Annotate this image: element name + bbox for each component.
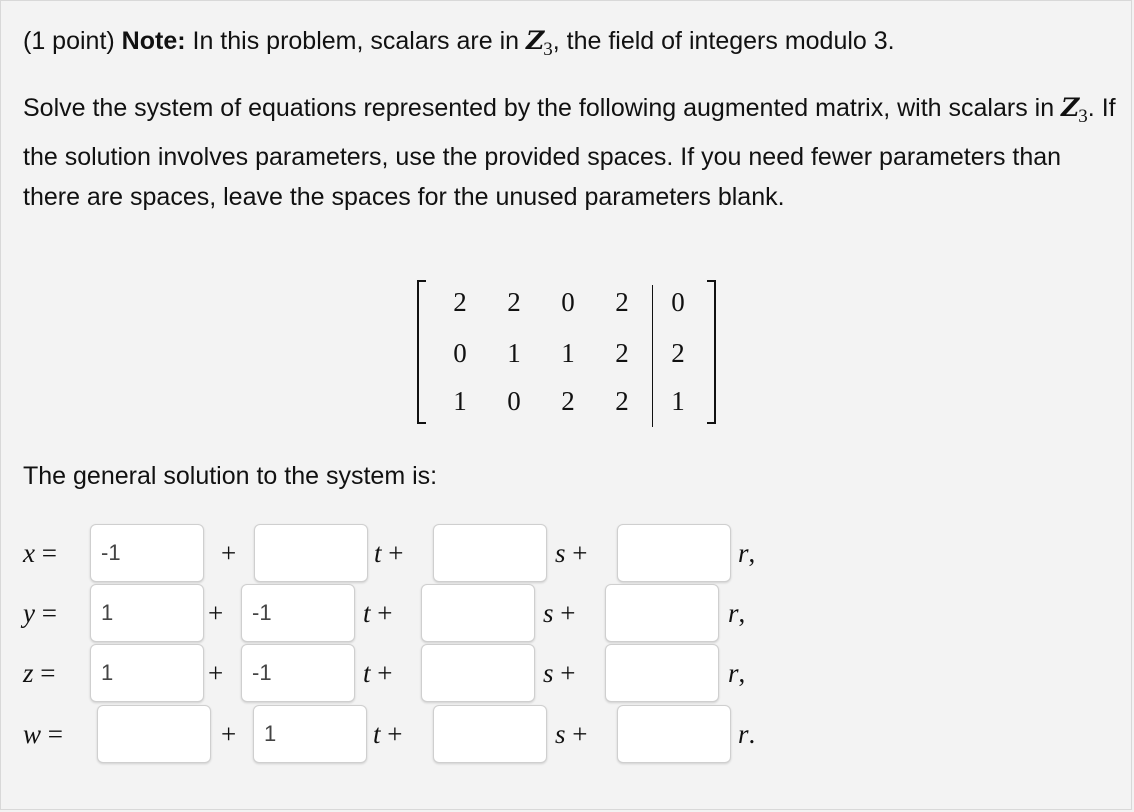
matrix-cell: 2 bbox=[615, 287, 629, 317]
r-label: r, bbox=[728, 598, 746, 628]
t-plus-label: t + bbox=[373, 719, 403, 749]
matrix-cell: 2 bbox=[561, 386, 575, 416]
s-plus-label: s + bbox=[543, 658, 576, 688]
instructions-text-end: . If the solution involves parameters, use the provided spaces. If you need fewer parameters than there are spaces, leave the spaces for the unused parameters blank. bbox=[23, 94, 1116, 211]
r-label: r. bbox=[738, 719, 756, 749]
note-text: In this problem, scalars are in bbox=[192, 27, 520, 55]
note-paragraph bbox=[23, 21, 895, 70]
instructions-text: Solve the system of equations represented by the following augmented matrix, with scalars in bbox=[23, 94, 1055, 122]
points-label: (1 point) bbox=[23, 27, 115, 55]
s-plus-label: s + bbox=[555, 538, 588, 568]
w-t-coefficient-input[interactable] bbox=[253, 705, 367, 763]
field-symbol: Z bbox=[526, 26, 544, 55]
t-plus-label: t + bbox=[374, 538, 404, 568]
plus-sign: + bbox=[208, 658, 224, 688]
y-constant-input[interactable] bbox=[90, 584, 204, 642]
y-t-coefficient-input[interactable] bbox=[241, 584, 355, 642]
field-subscript: 3 bbox=[543, 39, 553, 60]
w-r-coefficient-input[interactable] bbox=[617, 705, 731, 763]
general-solution-label: The general solution to the system is: bbox=[23, 462, 438, 490]
x-t-coefficient-input[interactable] bbox=[254, 524, 368, 582]
plus-sign: + bbox=[221, 719, 237, 749]
matrix-cell: 1 bbox=[507, 338, 521, 368]
t-plus-label: t + bbox=[363, 598, 393, 628]
matrix-cell: 0 bbox=[561, 287, 575, 317]
matrix-cell: 2 bbox=[671, 338, 685, 368]
matrix-cell: 0 bbox=[507, 386, 521, 416]
r-label: r, bbox=[728, 658, 746, 688]
field-subscript-2: 3 bbox=[1078, 106, 1088, 127]
matrix-cell: 1 bbox=[453, 386, 467, 416]
w-constant-input[interactable] bbox=[97, 705, 211, 763]
note-text-end: , the field of integers modulo 3. bbox=[552, 27, 895, 55]
z-r-coefficient-input[interactable] bbox=[605, 644, 719, 702]
w-s-coefficient-input[interactable] bbox=[433, 705, 547, 763]
matrix-cell: 1 bbox=[671, 386, 685, 416]
matrix-cell: 0 bbox=[453, 338, 467, 368]
plus-sign: + bbox=[208, 598, 224, 628]
matrix-right-bracket bbox=[707, 280, 716, 424]
note-label: Note: bbox=[121, 27, 186, 55]
matrix-cell: 0 bbox=[671, 287, 685, 317]
y-r-coefficient-input[interactable] bbox=[605, 584, 719, 642]
z-s-coefficient-input[interactable] bbox=[421, 644, 535, 702]
t-plus-label: t + bbox=[363, 658, 393, 688]
z-constant-input[interactable] bbox=[90, 644, 204, 702]
augment-divider bbox=[652, 285, 653, 427]
matrix-cell: 2 bbox=[615, 338, 629, 368]
matrix-cell: 1 bbox=[561, 338, 575, 368]
r-label: r, bbox=[738, 538, 756, 568]
x-r-coefficient-input[interactable] bbox=[617, 524, 731, 582]
field-symbol-2: Z bbox=[1061, 93, 1079, 122]
instructions-paragraph bbox=[23, 88, 1118, 217]
var-label-z: z = bbox=[23, 658, 56, 688]
s-plus-label: s + bbox=[543, 598, 576, 628]
s-plus-label: s + bbox=[555, 719, 588, 749]
var-label-y: y = bbox=[23, 598, 57, 628]
plus-sign: + bbox=[221, 538, 237, 568]
matrix-cell: 2 bbox=[615, 386, 629, 416]
y-s-coefficient-input[interactable] bbox=[421, 584, 535, 642]
var-label-x: x = bbox=[23, 538, 57, 568]
matrix-cell: 2 bbox=[507, 287, 521, 317]
matrix-left-bracket bbox=[417, 280, 426, 424]
x-s-coefficient-input[interactable] bbox=[433, 524, 547, 582]
z-t-coefficient-input[interactable] bbox=[241, 644, 355, 702]
matrix-cell: 2 bbox=[453, 287, 467, 317]
x-constant-input[interactable] bbox=[90, 524, 204, 582]
var-label-w: w = bbox=[23, 719, 63, 749]
